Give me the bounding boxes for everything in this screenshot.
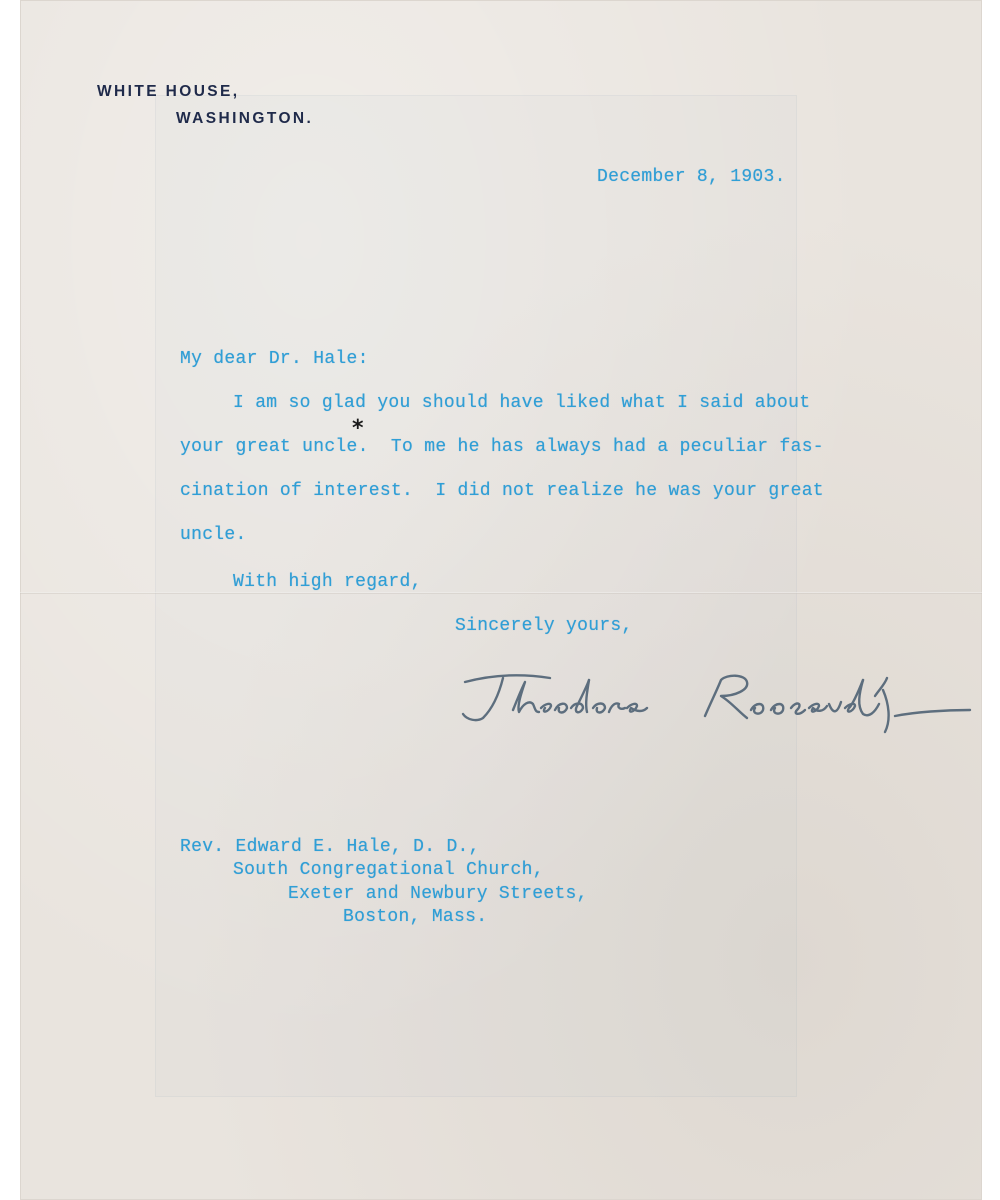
address-line-3: Exeter and Newbury Streets, — [288, 884, 588, 904]
regard-line: With high regard, — [233, 572, 422, 592]
asterisk-mark: * — [352, 416, 364, 441]
address-line-4: Boston, Mass. — [343, 907, 488, 927]
paper-fold-line — [20, 592, 982, 594]
address-line-1: Rev. Edward E. Hale, D. D., — [180, 837, 480, 857]
salutation: My dear Dr. Hale: — [180, 349, 369, 369]
address-line-2: South Congregational Church, — [233, 860, 544, 880]
body-line-2: your great uncle. To me he has always had a peculiar fas- — [180, 437, 824, 457]
signature — [455, 660, 975, 740]
letterhead-line-2: WASHINGTON. — [176, 110, 314, 127]
body-line-1: I am so glad you should have liked what I said about — [233, 393, 811, 413]
letterhead-line-1: WHITE HOUSE, — [97, 83, 240, 100]
closing-line: Sincerely yours, — [455, 616, 633, 636]
letter-date: December 8, 1903. — [597, 167, 786, 187]
paper-show-through — [155, 95, 797, 1097]
body-line-3: cination of interest. I did not realize he was your great — [180, 481, 824, 501]
body-line-4: uncle. — [180, 525, 247, 545]
